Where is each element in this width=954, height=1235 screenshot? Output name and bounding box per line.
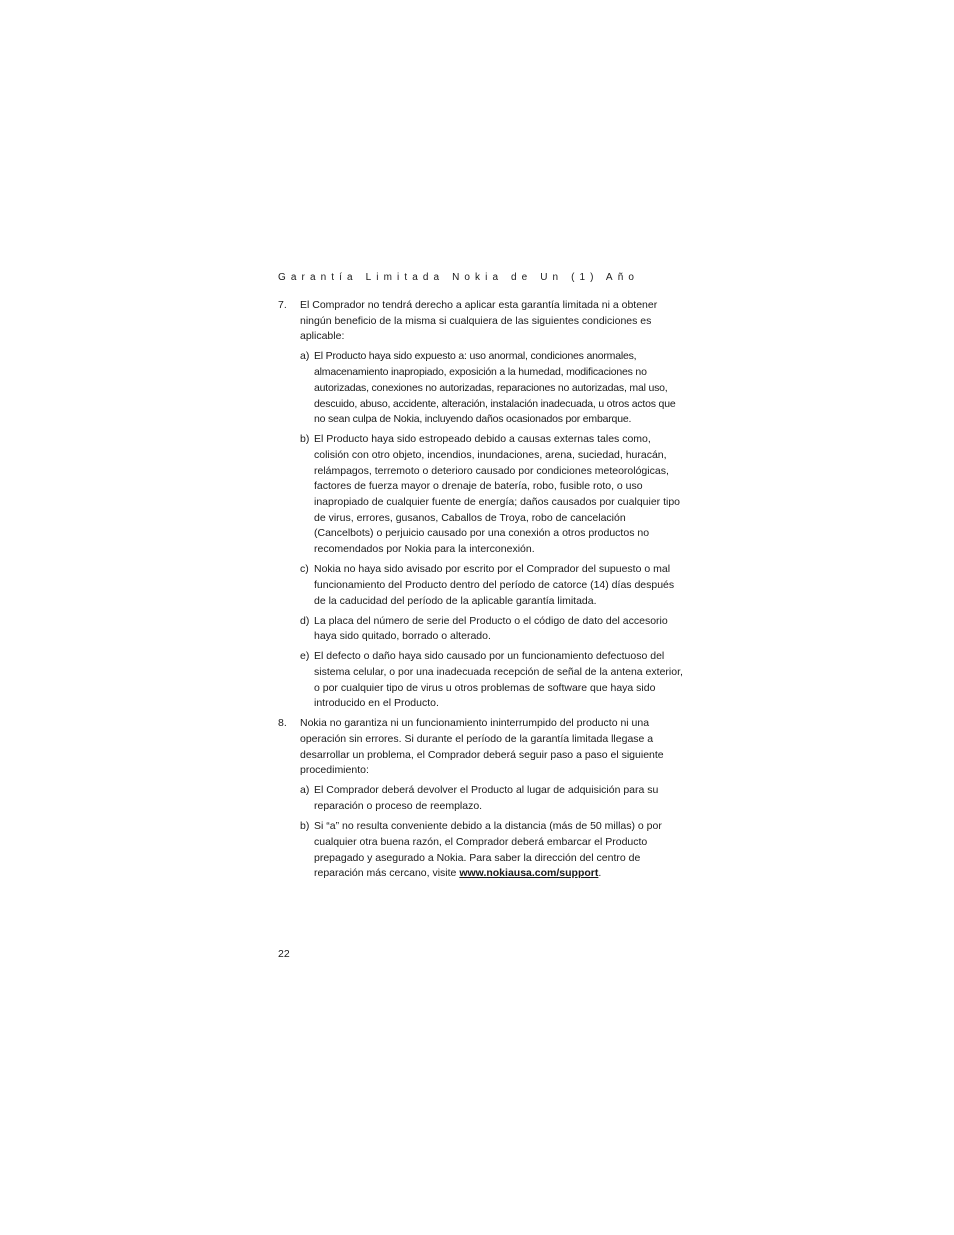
subitem-text: Nokia no haya sido avisado por escrito por el Comprador del supuesto o mal funcionamiento del Producto dentro del período de catorce (14) días después de la caducidad del período de la aplicable garantía limitada.	[314, 563, 675, 607]
subitem-suffix: .	[598, 867, 602, 880]
item-number: 7.	[278, 299, 287, 311]
page-number: 22	[278, 948, 290, 960]
subitem-text: Si “a” no resulta conveniente debido a la distancia (más de 50 millas) o por cualquier otra buena razón, el Comprador deberá embarcar el Producto prepagado y asegurado a Nokia. Para saber la dirección del centro de reparación más cercano, visite	[314, 820, 662, 880]
subitem-text: El Producto haya sido estropeado debido a causas externas tales como, colisión con otro objeto, incendios, inundaciones, arena, suciedad, huracán, relámpagos, terremoto o deterioro causado por condiciones meteorológicas, factores de fuerza mayor o drenaje de batería, robo, fusible roto, o uso inapropiado de cualquier fuente de energía; daños causados por cualquier tipo de virus, errores, gusanos, Caballos de Troya, robo de cancelación (Cancelbots) o perjuicio causado por una conexión a otros productos no recomendados por Nokia para la interconexión.	[314, 433, 681, 556]
subitem-7c	[300, 562, 688, 609]
item-text: Nokia no garantiza ni un funcionamiento ininterrumpido del producto ni una operación sin errores. Si durante el período de la garantía limitada llegase a desarrollar un problema, el Comprador deberá seguir paso a paso el siguiente procedimiento:	[300, 717, 664, 777]
warranty-item-8	[278, 716, 688, 882]
page-header-title: Garantía Limitada Nokia de Un (1) Año	[278, 272, 640, 283]
subitem-text: La placa del número de serie del Producto o el código de dato del accesorio haya sido quitado, borrado o alterado.	[314, 614, 668, 643]
warranty-item-7	[278, 298, 688, 712]
support-link[interactable]: www.nokiausa.com/support	[459, 867, 599, 880]
subitem-letter: c)	[300, 563, 309, 576]
subitem-text: El Producto haya sido expuesto a: uso anormal, condiciones anormales, almacenamiento inapropiado, exposición a la humedad, modificaciones no autorizadas, conexiones no autorizadas, reparaciones no autorizadas, mal uso, descuido, abuso, accidente, alteración, instalación inadecuada, u otros actos que no sean culpa de Nokia, incluyendo daños ocasionados por embarque.	[314, 350, 676, 426]
subitem-letter: a)	[300, 350, 310, 363]
subitem-letter: e)	[300, 650, 310, 663]
item-number: 8.	[278, 717, 287, 730]
subitem-text: El defecto o daño haya sido causado por un funcionamiento defectuoso del sistema celular, o por una inadecuada recepción de señal de la antena exterior, o por cualquier tipo de virus u otros problemas de software que haya sido introducido en el Producto.	[314, 650, 683, 710]
item-text: El Comprador no tendrá derecho a aplicar esta garantía limitada ni a obtener ningún beneficio de la misma si cualquiera de las siguientes condiciones es aplicable:	[300, 299, 658, 343]
subitem-list	[300, 349, 688, 712]
subitem-text: El Comprador deberá devolver el Producto al lugar de adquisición para su reparación o proceso de reemplazo.	[314, 784, 659, 813]
subitem-7b	[300, 432, 688, 558]
subitem-letter: b)	[300, 820, 310, 833]
subitem-8b	[300, 819, 688, 882]
subitem-letter: b)	[300, 433, 310, 446]
subitem-letter: d)	[300, 614, 310, 627]
subitem-list	[300, 783, 688, 882]
subitem-7e	[300, 649, 688, 712]
subitem-7d	[300, 614, 688, 645]
subitem-letter: a)	[300, 784, 310, 797]
subitem-7a	[300, 349, 688, 428]
subitem-8a	[300, 783, 688, 814]
warranty-content	[278, 298, 688, 886]
